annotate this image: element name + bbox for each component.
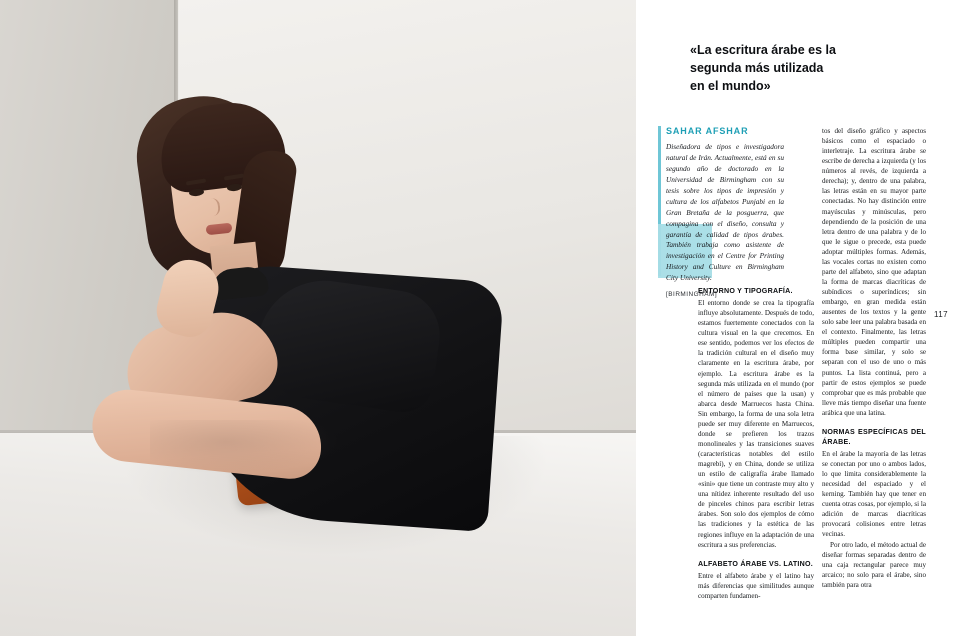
section-heading-entorno: ENTORNO Y TIPOGRAFÍA. — [698, 287, 793, 295]
section-paragraph — [698, 559, 814, 601]
paragraph-text: El entorno donde se crea la tipografía influye absolutamente. Después de todo, estamos fuertemente conectados con la cultura visual en la que crecemos. En ese sentido, podemos ver los efectos de la tradición cultural en el diseño muy claramente en la escritura árabe, por ejemplo. La escritura árabe es la segunda más utilizada en el mundo (por el número de países que la usan) y abarca desde Marruecos hasta China. Sin embargo, la forma de una sola letra puede ser muy diferente en Marruecos, donde se prefieren los trazos monolineales y las transiciones suaves (características notables del estilo magrebí), y en China, donde se utiliza un estilo de caligrafía árabe llamado «sini» que tiene un contraste muy alto y una nítidez inherente resultado del uso de pinceles chinos para escribir letras árabes. Son solo dos ejemplos de cómo las tradiciones y la estética de las regiones influye en la adaptación de una escritura a sus preferencias. — [698, 299, 814, 549]
paragraph-spacer — [698, 550, 814, 559]
paragraph-spacer — [822, 418, 926, 427]
arm-shadow — [150, 420, 340, 474]
bio-name: SAHAR AFSHAR — [666, 126, 749, 136]
pull-quote: «La escritura árabe es la segunda más utilizada en el mundo» — [690, 43, 836, 93]
section-paragraph — [822, 427, 926, 540]
bio-text: Diseñadora de tipos e investigadora natural de Irán. Actualmente, está en su segundo año de doctorado en la Universidad de Birmingham con su tesis sobre los tipos de impresión y cultura de los alfabetos Punjabi en la Gran Bretaña de la posguerra, que compagina con el diseño, consulta y garantía de calidad de tipos árabes. También trabaja como asistente de investigación en el Centre for Printing History and Culture en Birmingham City University. — [666, 142, 784, 283]
paragraph-continuation: tos del diseño gráfico y aspectos básicos como el espaciado o interletraje. La escritura árabe se escribe de derecha a izquierda (y los números al revés, de izquierda a derecha); y, dentro de una palabra, las letras están en su mayor parte conectadas. No hay distinción entre mayúsculas y minúsculas, pero dependiendo de la posición de una letra dentro de una palabra y de lo que le sigue o precede, esta puede adoptar múltiples formas. Además, las vocales cortas no existen como parte del alfabeto, sino que adaptan la forma de marcas diacríticas de subíndices o superíndices; sin embargo, en gran medida están ausentes de los textos y la gente solo sabe leer una palabra basada en el contexto. Finalmente, las letras múltiples pueden compartir una forma base similar, y solo se separan con el uso de uno o más puntos. La lista continuá, pero a partir de estos ejemplos se puede comprobar que es más probable que lleve más tiempo diseñar una fuente arábica que una latina. — [822, 127, 926, 417]
paragraph-text: Entre el alfabeto árabe y el latino hay más diferencias que similitudes aunque comparten fundamen- — [698, 571, 814, 600]
text-column-two — [822, 126, 926, 590]
section-heading-normas: NORMAS ESPECÍFICAS DEL ÁRABE. — [822, 427, 926, 446]
bio-block — [658, 126, 784, 298]
page-folio: 117 — [934, 310, 948, 319]
section-heading-alfabeto: ALFABETO ÁRABE VS. LATINO. — [698, 559, 814, 568]
paragraph-text: En el árabe la mayoría de las letras se conectan por uno o ambos lados, lo que limita considerablemente la necesidad del espaciado y el kerning. También hay que tener en cuenta otras cosas, por ejemplo, si la adición de marcas diacríticas provocará colisiones entre letras vecinas. — [822, 449, 927, 539]
section-paragraph — [698, 286, 814, 550]
paragraph-text: Por otro lado, el método actual de diseñar formas separadas dentro de una caja rectangular parece muy arcaico; no solo para el árabe, sino también para otra — [822, 540, 926, 589]
text-column-one — [698, 286, 814, 601]
bio-city: [BIRMINGHAM] — [666, 291, 718, 299]
